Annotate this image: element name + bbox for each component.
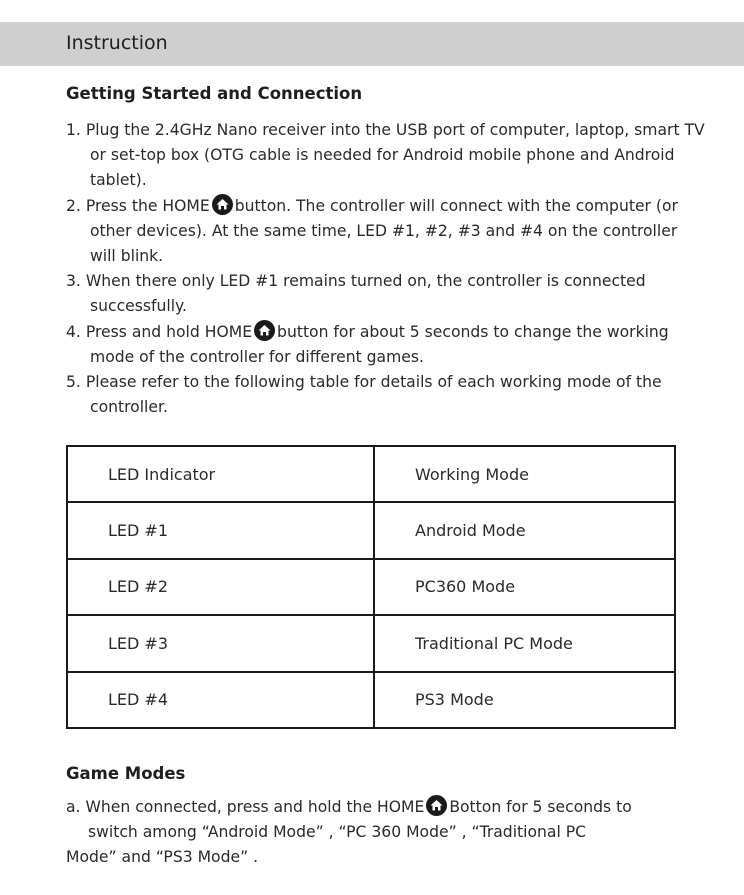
step-2-text-before: 2. Press the HOME [66,196,210,215]
table-cell-led: LED #3 [67,615,374,671]
home-icon [426,795,447,816]
table-cell-led: LED #4 [67,672,374,728]
section-heading-game-modes: Game Modes [66,764,186,783]
table-row [67,502,675,558]
step-4 [66,320,706,370]
header-bar [0,22,744,66]
step-4-text-after: button for about 5 seconds to change the working mode of the controller for different games. [90,322,669,366]
step-5: 5. Please refer to the following table for details of each working mode of the controller. [66,373,662,417]
game-text-after: Botton for 5 seconds to [449,798,632,816]
table-cell-led: LED #1 [67,502,374,558]
game-line-2: switch among “Android Mode” , “PC 360 Mode” , “Traditional PC [88,823,587,842]
step-3: 3. When there only LED #1 remains turned on, the controller is connected successfully. [66,272,646,316]
game-text-before: a. When connected, press and hold the HOME [66,798,425,816]
table-row [67,615,675,671]
working-mode-table [66,445,676,729]
table-cell-mode: Android Mode [374,502,675,558]
steps-list [66,118,706,420]
page-title: Instruction [66,32,168,54]
game-modes-paragraph [66,795,706,871]
home-icon [254,320,275,341]
section-heading-getting-started: Getting Started and Connection [66,84,363,103]
table-row [67,672,675,728]
table-cell-mode: PC360 Mode [374,559,675,615]
home-icon [212,194,233,215]
table-row [67,559,675,615]
step-4-text-before: 4. Press and hold HOME [66,322,253,341]
table-cell-led: LED #2 [67,559,374,615]
table-header-led: LED Indicator [67,446,374,502]
table-header-mode: Working Mode [374,446,675,502]
table-header-row [67,446,675,502]
game-line-1 [66,795,706,820]
table-cell-mode: Traditional PC Mode [374,615,675,671]
step-2 [66,194,706,270]
step-1: 1. Plug the 2.4GHz Nano receiver into the USB port of computer, laptop, smart TV or set-top box (OTG cable is needed for Android mobile phone and Android tablet). [66,121,705,190]
table-cell-mode: PS3 Mode [374,672,675,728]
step-2-text-after: button. The controller will connect with the computer (or other devices). At the same time, LED #1, #2, #3 and #4 on the controller will blink. [90,196,678,266]
game-line-3: Mode” and “PS3 Mode” . [66,848,259,867]
